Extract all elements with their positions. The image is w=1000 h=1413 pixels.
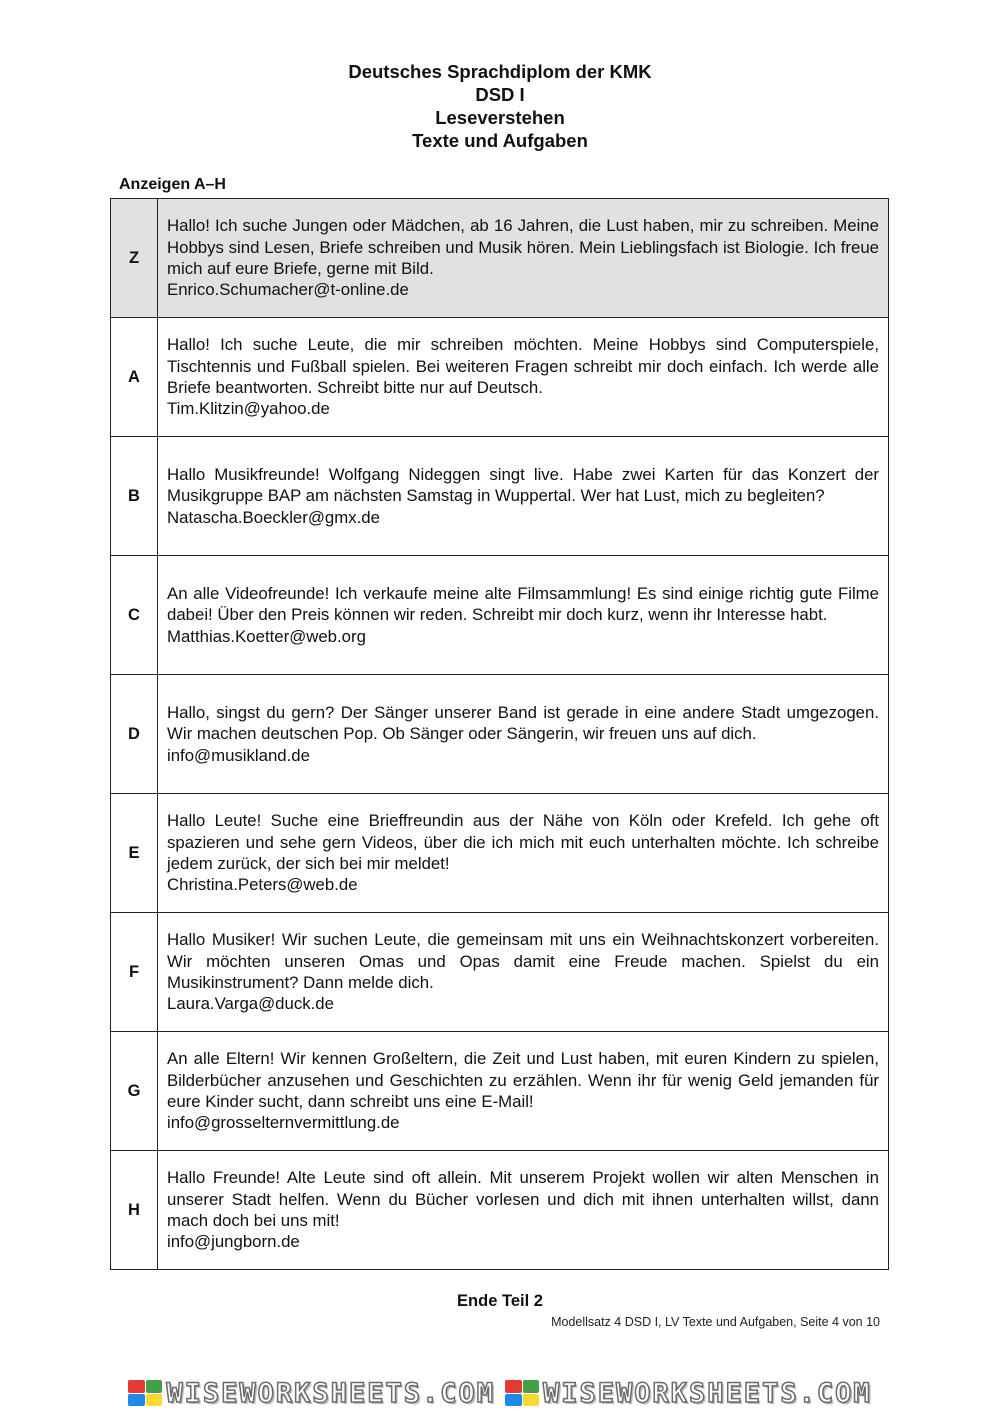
- ad-row-d: [111, 675, 889, 794]
- watermark-text: WISEWORKSHEETS.COM: [166, 1377, 495, 1409]
- ad-row-e: [111, 794, 889, 913]
- ad-email: info@jungborn.de: [167, 1232, 300, 1252]
- ad-text-cell: [158, 318, 889, 437]
- ad-text-cell: [158, 437, 889, 556]
- ad-letter: C: [111, 556, 158, 675]
- ad-row-a: [111, 318, 889, 437]
- ad-text: Hallo, singst du gern? Der Sänger unserer Band ist gerade in eine andere Stadt umgezogen. Wir machen deutschen Pop. Ob Sänger oder Sängerin, wir freuen uns auf dich.: [167, 703, 879, 744]
- ad-letter: B: [111, 437, 158, 556]
- ad-text: Hallo Leute! Suche eine Brieffreundin aus der Nähe von Köln oder Krefeld. Ich gehe oft spazieren und sehe gern Videos, über die ich mich mit euch unterhalten möchte. Ich schreibe jedem zurück, der sich bei mir meldet!: [167, 811, 879, 873]
- watermark-brand: [505, 1378, 872, 1409]
- ad-row-z: [111, 199, 889, 318]
- ad-text: Hallo Musiker! Wir suchen Leute, die gemeinsam mit uns ein Weihnachtskonzert vorbereiten. Wir möchten unseren Omas und Opas damit eine Freude machen. Spielst du ein Musikinstrument? Dann melde dich.: [167, 930, 879, 992]
- ad-text-cell: [158, 675, 889, 794]
- end-of-part: Ende Teil 2: [457, 1292, 543, 1310]
- ad-text: Hallo! Ich suche Jungen oder Mädchen, ab 16 Jahren, die Lust haben, mir zu schreiben. Meine Hobbys sind Lesen, Briefe schreiben und Musik hören. Mein Lieblingsfach ist Biologie. Ich freue mich auf eure Briefe, gerne mit Bild.: [167, 216, 879, 278]
- ad-email: Tim.Klitzin@yahoo.de: [167, 399, 330, 419]
- footer-note: Modellsatz 4 DSD I, LV Texte und Aufgaben, Seite 4 von 10: [551, 1315, 880, 1329]
- ad-text-cell: [158, 1151, 889, 1270]
- ad-text: Hallo! Ich suche Leute, die mir schreiben möchten. Meine Hobbys sind Computerspiele, Tischtennis und Fußball spielen. Bei weiteren Fragen schreibt mir doch einfach. Ich werde alle Briefe beantworten. Schreibt bitte nur auf Deutsch.: [167, 335, 879, 397]
- header-section: Leseverstehen: [435, 107, 565, 128]
- ad-text: Hallo Musikfreunde! Wolfgang Nideggen singt live. Habe zwei Karten für das Konzert der Musikgruppe BAP am nächsten Samstag in Wuppertal. Wer hat Lust, mich zu begleiten?: [167, 465, 879, 506]
- ad-email: info@grosselternvermittlung.de: [167, 1113, 400, 1133]
- ad-row-f: [111, 913, 889, 1032]
- wiseworksheets-logo-icon: [128, 1380, 162, 1406]
- ad-letter: Z: [111, 199, 158, 318]
- document-header: [0, 60, 1000, 152]
- watermark-text: WISEWORKSHEETS.COM: [543, 1377, 872, 1409]
- ad-email: Christina.Peters@web.de: [167, 875, 358, 895]
- ad-letter: G: [111, 1032, 158, 1151]
- ad-email: Enrico.Schumacher@t-online.de: [167, 280, 409, 300]
- section-label: Anzeigen A–H: [119, 176, 226, 193]
- ad-letter: D: [111, 675, 158, 794]
- ad-row-b: [111, 437, 889, 556]
- ads-table: [110, 198, 889, 1270]
- ad-text-cell: [158, 556, 889, 675]
- ad-text-cell: [158, 199, 889, 318]
- ad-email: Natascha.Boeckler@gmx.de: [167, 507, 380, 527]
- ad-letter: A: [111, 318, 158, 437]
- watermark-brand: [128, 1378, 495, 1409]
- header-level: DSD I: [475, 84, 525, 105]
- wiseworksheets-logo-icon: [505, 1380, 539, 1406]
- ad-letter: E: [111, 794, 158, 913]
- ad-row-c: [111, 556, 889, 675]
- ad-email: info@musikland.de: [167, 745, 310, 765]
- header-subtitle: Texte und Aufgaben: [412, 130, 588, 151]
- ad-text-cell: [158, 794, 889, 913]
- ad-email: Matthias.Koetter@web.org: [167, 626, 366, 646]
- ad-text: An alle Eltern! Wir kennen Großeltern, die Zeit und Lust haben, mit euren Kindern zu spielen, Bilderbücher anzusehen und Geschichten zu erzählen. Wenn ihr für wenig Geld jemanden für eure Kinder sucht, dann schreibt uns eine E-Mail!: [167, 1049, 879, 1111]
- ad-text: An alle Videofreunde! Ich verkaufe meine alte Filmsammlung! Es sind einige richtig gute Filme dabei! Über den Preis können wir reden. Schreibt mir doch kurz, wenn ihr Interesse habt.: [167, 584, 879, 625]
- ad-text-cell: [158, 913, 889, 1032]
- ad-row-h: [111, 1151, 889, 1270]
- ad-letter: H: [111, 1151, 158, 1270]
- ad-text: Hallo Freunde! Alte Leute sind oft allein. Mit unserem Projekt wollen wir alten Menschen in unserer Stadt helfen. Wenn du Bücher vorlesen und dich mit ihnen unterhalten willst, dann mach doch bei uns mit!: [167, 1168, 879, 1230]
- ad-text-cell: [158, 1032, 889, 1151]
- header-title: Deutsches Sprachdiplom der KMK: [348, 61, 652, 82]
- watermark-strip: [0, 1378, 1000, 1408]
- ad-letter: F: [111, 913, 158, 1032]
- ad-row-g: [111, 1032, 889, 1151]
- ad-email: Laura.Varga@duck.de: [167, 994, 334, 1014]
